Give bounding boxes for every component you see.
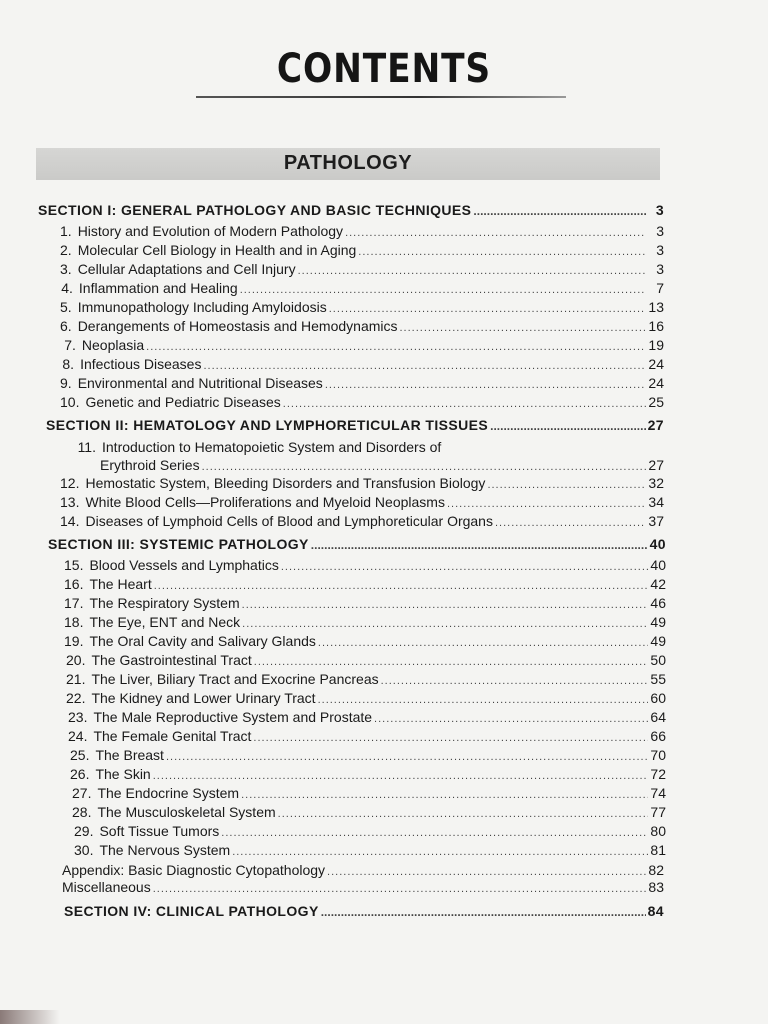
toc-page-number: 13 (648, 299, 664, 315)
toc-entry (66, 651, 666, 669)
toc-page-number: 3 (655, 202, 664, 218)
toc-entry-number: 28. (72, 804, 92, 820)
toc-entry-title: The Liver, Biliary Tract and Exocrine Pancreas (91, 671, 379, 687)
toc-dot-leader (153, 880, 646, 898)
toc-dot-leader (473, 202, 646, 220)
toc-dot-leader (253, 729, 648, 747)
toc-dot-leader (495, 514, 646, 532)
toc-page-number: 60 (650, 690, 666, 706)
toc-entry-title: SECTION I: GENERAL PATHOLOGY AND BASIC TECHNIQUES (38, 202, 472, 218)
toc-entry-title: Blood Vessels and Lymphatics (89, 557, 279, 573)
toc-entry (60, 474, 664, 492)
toc-entry-title: History and Evolution of Modern Pathology (77, 223, 344, 239)
toc-entry-number: 7. (64, 337, 76, 353)
toc-entry-title: Neoplasia (81, 337, 145, 353)
toc-entry-title: The Kidney and Lower Urinary Tract (91, 690, 316, 706)
toc-entry (60, 355, 664, 373)
toc-entry-title: Cellular Adaptations and Cell Injury (77, 261, 296, 277)
toc-page-number: 55 (650, 671, 666, 687)
toc-entry-number: 16. (64, 576, 84, 592)
toc-page-number: 3 (656, 242, 664, 258)
toc-entry-number: 20. (66, 652, 86, 668)
toc-dot-leader (325, 376, 646, 394)
toc-entry (100, 456, 664, 474)
toc-dot-leader (154, 577, 648, 595)
toc-entry-title: The Skin (95, 766, 151, 782)
subject-title: PATHOLOGY (283, 152, 413, 174)
toc-entry-title: The Eye, ENT and Neck (89, 614, 241, 630)
toc-entry (66, 689, 666, 707)
toc-entry-title: The Endocrine System (97, 785, 240, 801)
toc-dot-leader (345, 224, 646, 242)
toc-entry-number: 12. (60, 475, 80, 491)
toc-entry (68, 708, 666, 726)
toc-entry-title: Hemostatic System, Bleeding Disorders and Transfusion Biology (85, 475, 486, 491)
toc-entry-number: 19. (64, 633, 84, 649)
toc-entry-title: Appendix: Basic Diagnostic Cytopathology (62, 862, 326, 878)
toc-dot-leader (400, 319, 647, 337)
toc-entry (70, 746, 666, 764)
toc-entry-number: 22. (66, 690, 86, 706)
toc-entry-title: SECTION III: SYSTEMIC PATHOLOGY (48, 536, 309, 552)
toc-page-number: 77 (650, 804, 666, 820)
toc-page-number: 24 (648, 356, 664, 372)
toc-page-number: 82 (648, 862, 664, 878)
toc-entry-title: Diseases of Lymphoid Cells of Blood and Lymphoreticular Organs (85, 513, 493, 529)
toc-entry (60, 222, 664, 240)
toc-dot-leader (254, 653, 648, 671)
toc-page-number: 16 (648, 318, 664, 334)
toc-entry (64, 594, 666, 612)
toc-entry-number: 3. (60, 261, 72, 277)
toc-dot-leader (298, 262, 646, 280)
toc-entry-title: Miscellaneous (62, 879, 151, 895)
toc-entry-title: Soft Tissue Tumors (99, 823, 220, 839)
toc-entry-number: 14. (60, 513, 80, 529)
toc-page-number: 7 (656, 280, 664, 296)
toc-entry-number: 1. (60, 223, 72, 239)
toc-dot-leader (381, 672, 648, 690)
toc-page-number: 74 (650, 785, 666, 801)
toc-dot-leader (242, 615, 648, 633)
toc-entry-number: 18. (64, 614, 84, 630)
toc-entry-title: Infectious Diseases (80, 356, 202, 372)
toc-page-number: 34 (648, 494, 664, 510)
toc-page-number: 27 (648, 457, 664, 473)
toc-dot-leader (283, 395, 646, 413)
toc-page-number: 27 (647, 417, 664, 433)
toc-dot-leader (241, 786, 648, 804)
toc-page-number: 46 (650, 595, 666, 611)
toc-entry-number: 30. (74, 842, 94, 858)
toc-entry-number: 8. (62, 356, 75, 372)
toc-entry-title: SECTION IV: CLINICAL PATHOLOGY (64, 903, 319, 919)
toc-page-number: 49 (650, 633, 666, 649)
toc-entry-title: The Nervous System (99, 842, 231, 858)
toc-entry-number: 13. (60, 494, 80, 510)
toc-entry (64, 556, 666, 574)
toc-entry (70, 765, 666, 783)
toc-entry (64, 613, 666, 631)
toc-entry-title: Molecular Cell Biology in Health and in Aging (77, 242, 357, 258)
heading-underline (196, 96, 566, 98)
toc-entry (60, 298, 664, 316)
toc-dot-leader (358, 243, 646, 261)
toc-dot-leader (311, 536, 648, 554)
toc-page-number: 72 (650, 766, 666, 782)
toc-entry-title: The Breast (95, 747, 164, 763)
toc-entry (60, 493, 664, 511)
page-heading: CONTENTS (276, 46, 492, 92)
toc-entry-number: 9. (60, 375, 72, 391)
toc-entry (64, 632, 666, 650)
toc-dot-leader (278, 805, 648, 823)
toc-entry (60, 438, 664, 456)
toc-page-number: 25 (648, 394, 664, 410)
toc-entry-title: Genetic and Pediatric Diseases (85, 394, 281, 410)
toc-page-number: 50 (650, 652, 666, 668)
toc-page-number: 24 (648, 375, 664, 391)
toc-entry (68, 727, 666, 745)
toc-dot-leader (153, 767, 648, 785)
toc-page-number: 80 (650, 823, 666, 839)
toc-entry-number: 26. (70, 766, 90, 782)
toc-entry-title: Inflammation and Healing (78, 280, 238, 296)
toc-entry-title: The Heart (89, 576, 152, 592)
toc-page-number: 70 (650, 747, 666, 763)
toc-page-number: 83 (648, 879, 664, 895)
toc-dot-leader (321, 903, 646, 921)
toc-dot-leader (329, 300, 646, 318)
toc-section (48, 535, 666, 553)
toc-entry-number: 23. (68, 709, 88, 725)
toc-entry-title: The Female Genital Tract (93, 728, 252, 744)
toc-entry-title: Immunopathology Including Amyloidosis (77, 299, 327, 315)
toc-entry-number: 2. (60, 242, 72, 258)
toc-entry-title: The Oral Cavity and Salivary Glands (89, 633, 316, 649)
toc-entry (74, 841, 666, 859)
toc-page-number: 32 (648, 475, 664, 491)
toc-dot-leader (374, 710, 648, 728)
toc-page-number: 49 (650, 614, 666, 630)
toc-page-number: 37 (648, 513, 664, 529)
toc-section (38, 201, 664, 219)
toc-entry-number: 17. (64, 595, 84, 611)
toc-page-number: 3 (656, 261, 664, 277)
toc-dot-leader (487, 476, 646, 494)
toc-entry-number: 11. (77, 439, 96, 455)
toc-dot-leader (166, 748, 648, 766)
toc-entry-title: The Musculoskeletal System (97, 804, 276, 820)
toc-entry-number: 4. (61, 280, 73, 296)
toc-entry-number: 24. (68, 728, 88, 744)
toc-entry-title: Derangements of Homeostasis and Hemodynamics (77, 318, 398, 334)
toc-entry-title: The Male Reproductive System and Prostate (93, 709, 373, 725)
toc-appendix (62, 878, 664, 896)
toc-entry-number: 15. (64, 557, 84, 573)
toc-entry (60, 374, 664, 392)
toc-entry-title: The Respiratory System (89, 595, 240, 611)
toc-entry-number: 29. (74, 823, 94, 839)
toc-dot-leader (232, 843, 648, 861)
toc-section (64, 902, 664, 920)
toc-dot-leader (318, 691, 648, 709)
toc-entry-title: White Blood Cells—Proliferations and Myeloid Neoplasms (85, 494, 445, 510)
toc-page-number: 81 (650, 842, 666, 858)
toc-appendix (62, 861, 664, 879)
toc-dot-leader (221, 824, 648, 842)
toc-entry-number: 21. (66, 671, 86, 687)
toc-entry (60, 512, 664, 530)
toc-entry-title: SECTION II: HEMATOLOGY AND LYMPHORETICULAR TISSUES (46, 417, 489, 433)
toc-page-number: 40 (649, 536, 666, 552)
toc-dot-leader (447, 495, 646, 513)
toc-entry (60, 260, 664, 278)
toc-entry (72, 784, 666, 802)
toc-page-number: 64 (650, 709, 666, 725)
toc-entry-title: The Gastrointestinal Tract (91, 652, 252, 668)
toc-entry-number: 10. (60, 394, 80, 410)
toc-dot-leader (281, 558, 648, 576)
toc-dot-leader (242, 596, 648, 614)
toc-entry-title: Erythroid Series (100, 457, 200, 473)
toc-entry-number: 5. (60, 299, 72, 315)
toc-entry (60, 393, 664, 411)
toc-entry-number: 6. (60, 318, 72, 334)
toc-entry (60, 336, 664, 354)
toc-page-number: 40 (650, 557, 666, 573)
toc-entry (60, 317, 664, 335)
toc-entry-number: 27. (72, 785, 92, 801)
toc-page-number: 3 (656, 223, 664, 239)
toc-entry (66, 670, 666, 688)
toc-dot-leader (146, 338, 646, 356)
page-corner-shadow (0, 1010, 60, 1024)
toc-entry-title: Introduction to Hematopoietic System and Disorders of (102, 439, 442, 455)
toc-dot-leader (240, 281, 646, 299)
toc-dot-leader (203, 357, 646, 375)
toc-entry-number: 25. (70, 747, 90, 763)
toc-page-number: 42 (650, 576, 666, 592)
toc-entry (60, 279, 664, 297)
toc-entry (74, 822, 666, 840)
toc-entry (60, 241, 664, 259)
toc-entry (64, 575, 666, 593)
toc-section (46, 416, 664, 434)
toc-dot-leader (318, 634, 648, 652)
toc-page-number: 19 (648, 337, 664, 353)
toc-page-number: 84 (647, 903, 664, 919)
toc-dot-leader (490, 417, 646, 435)
toc-page-number: 66 (650, 728, 666, 744)
toc-entry (72, 803, 666, 821)
toc-entry-title: Environmental and Nutritional Diseases (77, 375, 323, 391)
